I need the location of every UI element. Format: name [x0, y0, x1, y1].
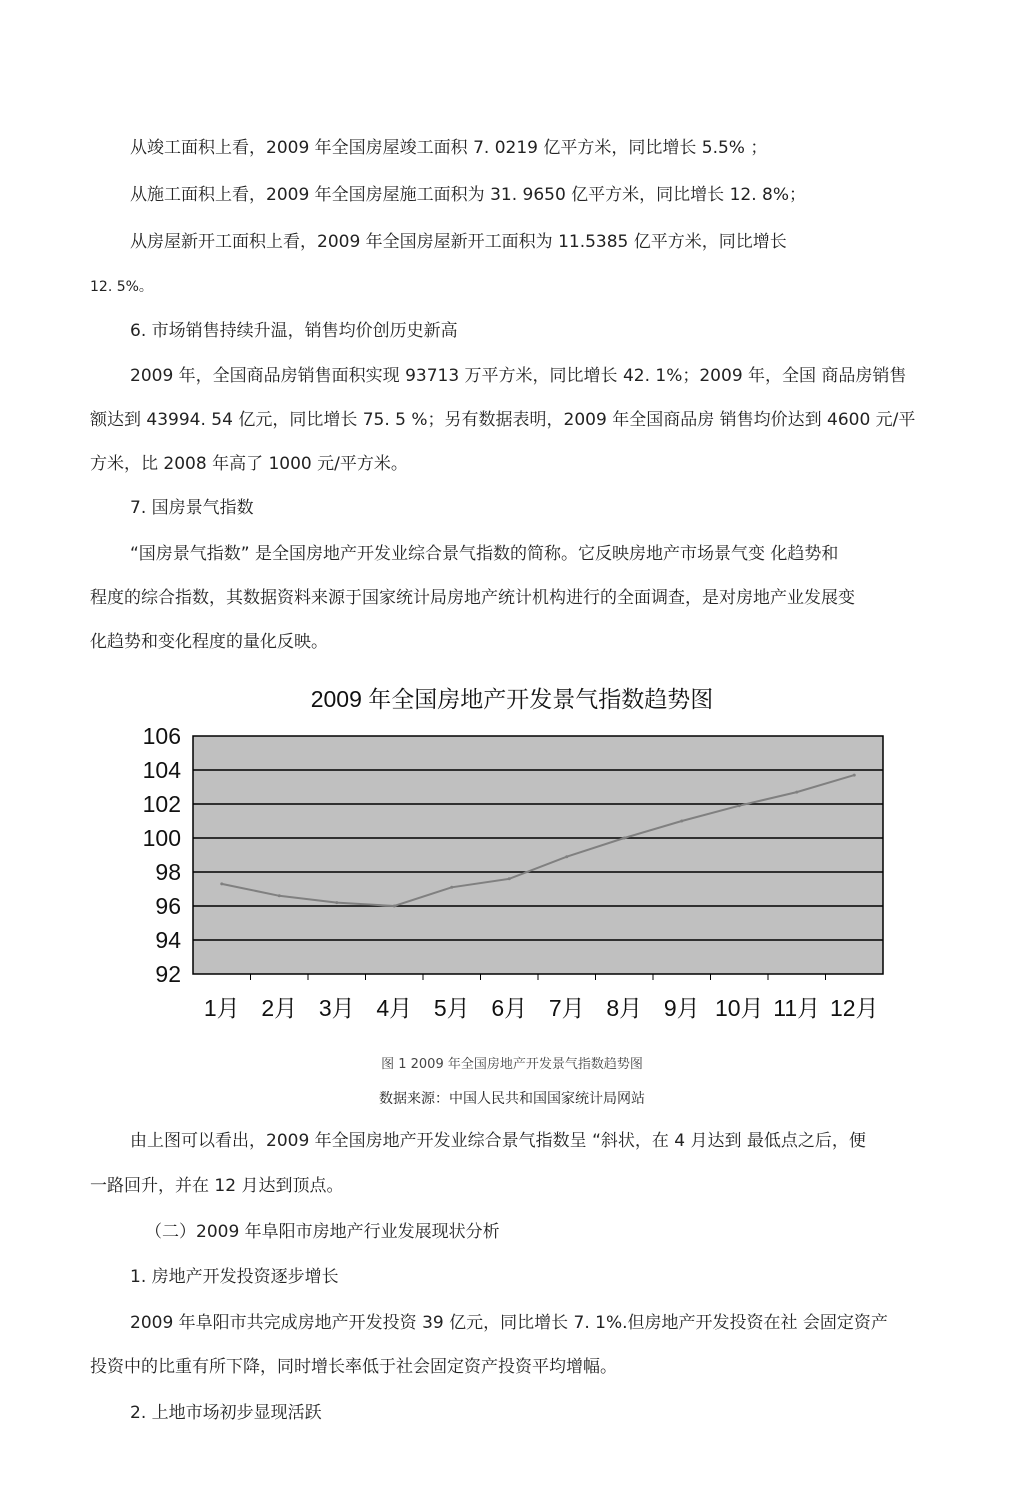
x-tick-label: 9月: [663, 995, 700, 1020]
para-index-line2: 程度的综合指数，其数据资料来源于国家统计局房地产统计机构进行的全面调查，是对房地产业发展变: [90, 588, 855, 608]
data-point: [450, 886, 453, 889]
chart-title: 2009 年全国房地产开发景气指数趋势图: [310, 686, 714, 712]
y-tick-label: 104: [142, 757, 181, 783]
index-trend-chart: [0, 720, 1024, 1020]
y-tick-label: 96: [155, 893, 181, 919]
para-new-construction: 从房屋新开工面积上看，2009 年全国房屋新开工面积为 11.5385 亿平方米，同比增长: [130, 232, 787, 252]
y-tick-label: 94: [155, 927, 181, 953]
heading-fuyang: （二）2009 年阜阳市房地产行业发展现状分析: [145, 1222, 500, 1242]
para-analysis-line1: 由上图可以看出，2009 年全国房地产开发业综合景气指数呈 “斜状，在 4 月达到 最低点之后，便: [130, 1131, 866, 1151]
para-investment-line1: 2009 年阜阳市共完成房地产开发投资 39 亿元，同比增长 7. 1%.但房地产开发投资在社 会固定资产: [130, 1313, 888, 1333]
heading-investment: 1. 房地产开发投资逐步增长: [130, 1267, 339, 1287]
data-point: [853, 774, 856, 777]
data-point: [623, 837, 626, 840]
para-sales-line3: 方米，比 2008 年高了 1000 元/平方米。: [90, 454, 408, 474]
y-tick-label: 98: [155, 859, 181, 885]
heading-index: 7. 国房景气指数: [130, 498, 254, 518]
x-tick-label: 7月: [548, 995, 585, 1020]
x-tick-label: 1月: [203, 995, 240, 1020]
y-tick-label: 100: [142, 825, 181, 851]
plot-area: [193, 736, 883, 974]
figure-caption: 图 1 2009 年全国房地产开发景气指数趋势图: [381, 1057, 643, 1072]
y-tick-label: 102: [142, 791, 181, 817]
x-tick-label: 12月: [829, 995, 879, 1020]
para-index-line3: 化趋势和变化程度的量化反映。: [90, 632, 328, 652]
para-construction-area: 从施工面积上看，2009 年全国房屋施工面积为 31. 9650 亿平方米，同比增长 12. 8%；: [130, 185, 806, 205]
heading-land-market: 2. 上地市场初步显现活跃: [130, 1403, 322, 1423]
para-new-construction-cont: 12. 5%。: [90, 279, 153, 295]
para-index-line1: “国房景气指数” 是全国房地产开发业综合景气指数的简称。它反映房地产市场景气变 化趋势和: [130, 544, 839, 564]
x-tick-label: 11月: [773, 995, 821, 1020]
data-point: [278, 894, 281, 897]
heading-market-sales: 6. 市场销售持续升温，销售均价创历史新高: [130, 321, 458, 341]
data-point: [220, 882, 223, 885]
para-sales-line2: 额达到 43994. 54 亿元，同比增长 75. 5 %；另有数据表明，2009 年全国商品房 销售均价达到 4600 元/平: [90, 410, 916, 430]
data-point: [738, 804, 741, 807]
x-tick-label: 10月: [714, 995, 764, 1020]
y-tick-label: 92: [155, 961, 181, 987]
data-point: [795, 791, 798, 794]
x-tick-label: 5月: [433, 995, 470, 1020]
data-point: [335, 901, 338, 904]
data-point: [680, 820, 683, 823]
x-tick-label: 8月: [606, 995, 643, 1020]
para-sales-line1: 2009 年，全国商品房销售面积实现 93713 万平方米，同比增长 42. 1%；2009 年，全国 商品房销售: [130, 366, 907, 386]
data-point: [508, 877, 511, 880]
x-tick-label: 6月: [491, 995, 528, 1020]
para-investment-line2: 投资中的比重有所下降，同时增长率低于社会固定资产投资平均增幅。: [90, 1357, 617, 1377]
x-tick-label: 3月: [318, 995, 355, 1020]
x-tick-label: 4月: [376, 995, 413, 1020]
x-tick-label: 2月: [261, 995, 298, 1020]
para-analysis-line2: 一路回升，并在 12 月达到顶点。: [90, 1176, 344, 1196]
y-tick-label: 106: [142, 723, 181, 749]
para-completed-area: 从竣工面积上看，2009 年全国房屋竣工面积 7. 0219 亿平方米，同比增长 5.5% ；: [130, 138, 768, 158]
data-point: [565, 855, 568, 858]
data-point: [393, 905, 396, 908]
data-source: 数据来源：中国人民共和国国家统计局网站: [379, 1091, 645, 1107]
